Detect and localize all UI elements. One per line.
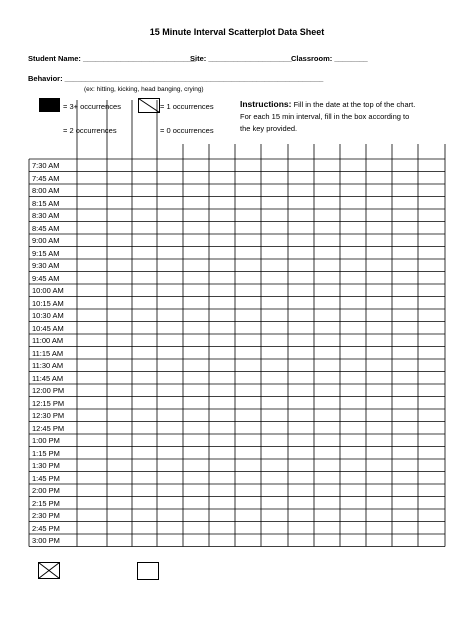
time-label: 7:30 AM — [32, 161, 60, 170]
behavior-field[interactable]: Behavior: ______________________________________________________________ — [28, 74, 324, 83]
time-label: 2:45 PM — [32, 523, 60, 533]
time-label: 1:45 PM — [32, 473, 60, 483]
time-label: 10:00 AM — [32, 286, 64, 295]
time-label: 8:45 AM — [32, 223, 60, 233]
key-three-plus-label: = 3+ occurrences — [63, 102, 121, 111]
time-label: 10:15 AM — [32, 298, 64, 308]
time-label: 7:45 AM — [32, 173, 60, 183]
time-label: 2:00 PM — [32, 486, 60, 495]
time-label: 9:00 AM — [32, 236, 60, 245]
time-label: 9:15 AM — [32, 248, 60, 258]
site-field[interactable]: Site: ____________________ — [190, 54, 292, 63]
time-label: 2:30 PM — [32, 511, 60, 520]
time-label: 12:15 PM — [32, 398, 65, 408]
key-one-label: = 1 occurrences — [160, 102, 214, 111]
time-label: 8:30 AM — [32, 211, 60, 220]
time-label: 3:00 PM — [32, 536, 60, 545]
page-title: 15 Minute Interval Scatterplot Data Sheet — [149, 27, 325, 37]
time-label: 11:00 AM — [32, 336, 64, 345]
student-name-field[interactable]: Student Name: ___________________________ — [28, 54, 196, 63]
time-label: 10:45 AM — [32, 323, 64, 333]
time-label: 8:15 AM — [32, 198, 60, 208]
behavior-hint: (ex: hitting, kicking, head banging, crying) — [84, 86, 204, 93]
time-label: 8:00 AM — [32, 186, 60, 195]
time-label: 2:15 PM — [32, 498, 60, 508]
time-label: 9:30 AM — [32, 261, 60, 270]
time-label: 11:15 AM — [32, 348, 64, 358]
time-label: 11:30 AM — [32, 361, 64, 370]
time-label: 12:00 PM — [32, 386, 65, 395]
bottom-empty-box — [137, 562, 159, 580]
bottom-crossed-box-icon — [38, 562, 60, 580]
classroom-field[interactable]: Classroom: ________ — [291, 54, 368, 63]
time-label: 1:00 PM — [32, 436, 60, 445]
instructions-text: Fill in the date at the top of the chart. For each 15 min interval, fill in the box according to the key provided. — [240, 100, 416, 133]
instructions-title: Instructions: — [240, 99, 292, 109]
time-label: 1:30 PM — [32, 461, 60, 470]
time-label: 12:30 PM — [32, 411, 65, 420]
time-label: 12:45 PM — [32, 423, 65, 433]
time-label: 10:30 AM — [32, 311, 64, 320]
key-two-label: = 2 occurrences — [63, 126, 117, 135]
time-label: 11:45 AM — [32, 373, 64, 383]
key-zero-label: = 0 occurrences — [160, 126, 214, 135]
time-label: 1:15 PM — [32, 448, 60, 458]
time-label: 9:45 AM — [32, 273, 60, 283]
